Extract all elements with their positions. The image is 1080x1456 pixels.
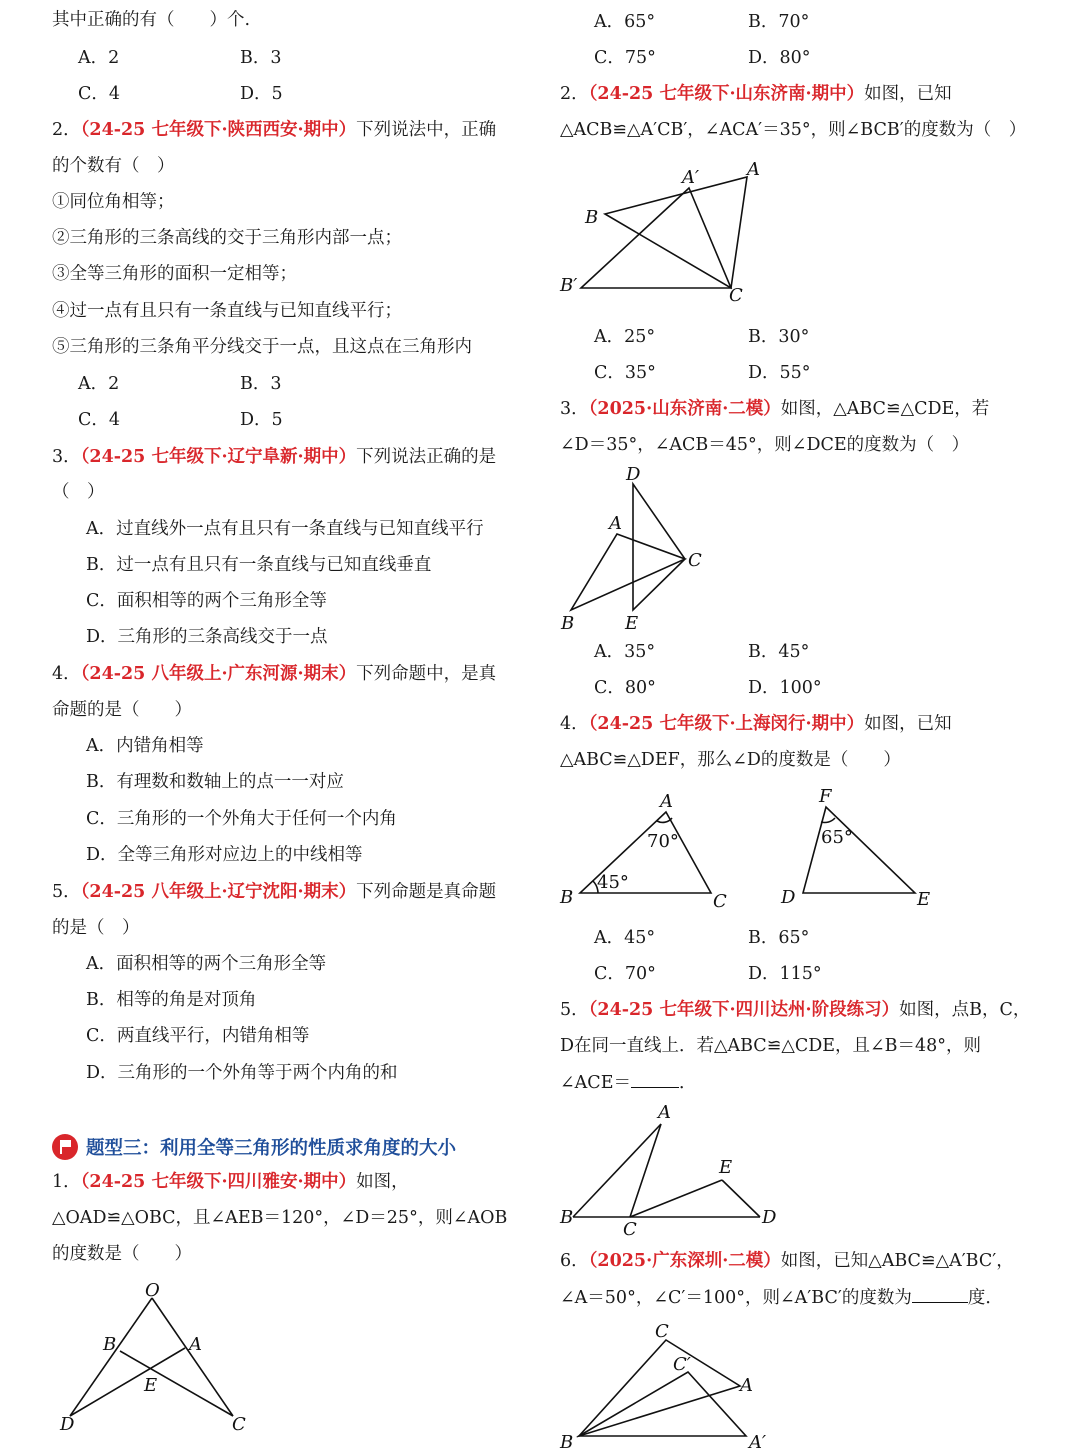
- answer-blank[interactable]: [631, 1071, 679, 1088]
- question-number: 4．: [52, 664, 81, 684]
- label-c: C: [688, 550, 702, 571]
- label-b: B: [560, 1432, 574, 1453]
- option-d: D．三角形的一个外角等于两个内角的和: [86, 1063, 398, 1083]
- option-c: C．80°: [594, 678, 656, 698]
- question-text: 下列命题中，是真: [356, 664, 497, 684]
- question-source: （2025·山东济南·二模）: [588, 399, 781, 419]
- question-r4-stem-cont: △ABC≌△DEF，那么∠D的度数是（ ）: [560, 750, 901, 770]
- line-ed: [722, 1180, 760, 1217]
- option-b: B．3: [240, 374, 282, 394]
- option-c: C．4: [78, 410, 121, 430]
- section-q1-stem-cont: △OAD≌△OBC，且∠AEB＝120°，∠D＝25°，则∠AOB: [52, 1208, 508, 1228]
- statement-1: ①同位角相等；: [52, 192, 175, 212]
- flag-icon: [52, 1134, 78, 1160]
- option-d: D．100°: [748, 678, 822, 698]
- line-ad: [70, 1348, 185, 1416]
- question-r2-stem: [560, 83, 952, 105]
- label-d: D: [762, 1207, 777, 1228]
- triangle-def: [803, 807, 915, 893]
- triangle-a1cb1: [581, 188, 731, 288]
- question-source: （2025·广东深圳·二模）: [588, 1251, 781, 1271]
- label-e: E: [144, 1375, 158, 1396]
- option-a: A．内错角相等: [86, 736, 204, 756]
- option-b: B．45°: [748, 642, 810, 662]
- answer-suffix: ．: [678, 1073, 697, 1093]
- figure-abc-cde: [555, 462, 725, 637]
- option-d: D．5: [240, 410, 283, 430]
- question-5-stem-cont: 的是（ ）: [52, 918, 140, 938]
- option-b: B．70°: [748, 12, 810, 32]
- question-source: （24-25 八年级上·广东河源·期末）: [80, 664, 357, 684]
- question-source: （24-25 七年级下·山东济南·期中）: [588, 84, 865, 104]
- question-r5-stem-cont: D在同一直线上．若△ABC≌△CDE，且∠B＝48°，则: [560, 1036, 982, 1056]
- question-text: ∠A＝50°，∠C′＝100°，则∠A′BC′的度数为: [560, 1288, 912, 1308]
- section-header: [52, 1134, 456, 1160]
- option-b: B．30°: [748, 327, 810, 347]
- question-r4-stem: [560, 713, 952, 735]
- option-a: A．2: [78, 48, 120, 68]
- question-number: 2．: [52, 120, 81, 140]
- option-a: A．45°: [594, 928, 656, 948]
- option-c: C．75°: [594, 48, 656, 68]
- label-c-prime: C′: [673, 1354, 691, 1375]
- question-source: （24-25 七年级下·四川雅安·期中）: [80, 1172, 357, 1192]
- question-2-stem: [52, 119, 496, 141]
- label-a: A: [660, 791, 673, 812]
- question-number: 2．: [560, 84, 589, 104]
- label-c: C: [713, 891, 727, 912]
- option-a: A．25°: [594, 327, 656, 347]
- option-a: A．65°: [594, 12, 656, 32]
- triangle-abc: [571, 534, 685, 610]
- option-b: B．有理数和数轴上的点一一对应: [86, 772, 344, 792]
- question-r3-stem-cont: ∠D＝35°，∠ACB＝45°，则∠DCE的度数为（ ）: [560, 435, 970, 455]
- option-b: B．过一点有且只有一条直线与已知直线垂直: [86, 555, 432, 575]
- question-source: （24-25 七年级下·四川达州·阶段练习）: [588, 1000, 900, 1020]
- question-text: 如图，已知: [864, 84, 952, 104]
- question-number: 3．: [52, 447, 81, 467]
- option-c: C．35°: [594, 363, 656, 383]
- label-e: E: [719, 1157, 733, 1178]
- question-3-stem: [52, 446, 496, 468]
- option-d: D．5: [240, 84, 283, 104]
- option-c: C．三角形的一个外角大于任何一个内角: [86, 809, 397, 829]
- question-text: 下列说法中，正确: [356, 120, 497, 140]
- figure-abc-def: [555, 785, 945, 915]
- line-ac: [630, 1124, 661, 1217]
- question-number: 5．: [560, 1000, 589, 1020]
- line-od: [70, 1298, 152, 1416]
- question-text: 如图，已知△ABC≌△A′BC′，: [780, 1251, 1014, 1271]
- option-d: D．80°: [748, 48, 811, 68]
- figure-acb: [555, 155, 775, 305]
- line-oc: [152, 1298, 233, 1416]
- line-ab: [573, 1124, 661, 1217]
- label-b: B: [560, 1207, 574, 1228]
- triangle-a1bc1: [579, 1372, 746, 1436]
- label-a-prime: A′: [749, 1432, 767, 1453]
- question-r3-stem: [560, 398, 989, 420]
- answer-blank[interactable]: [912, 1286, 968, 1303]
- statement-2: ②三角形的三条高线的交于三角形内部一点；: [52, 228, 402, 248]
- figure-oad-obc: [55, 1278, 265, 1438]
- label-a: A: [189, 1334, 202, 1355]
- question-r6-stem-cont: [560, 1286, 1003, 1309]
- option-d: D．三角形的三条高线交于一点: [86, 627, 328, 647]
- question-source: （24-25 七年级下·上海闵行·期中）: [588, 714, 865, 734]
- question-intro: 其中正确的有（ ）个.: [52, 10, 251, 30]
- option-b: B．65°: [748, 928, 810, 948]
- question-text: 下列命题是真命题: [356, 882, 497, 902]
- triangle-acb: [605, 177, 747, 288]
- question-text: 如图，点B，C，: [899, 1000, 1031, 1020]
- label-c: C: [655, 1321, 669, 1342]
- question-3-stem-cont: （ ）: [52, 482, 105, 502]
- label-b: B: [585, 207, 599, 228]
- label-a: A: [658, 1102, 671, 1123]
- question-number: 1．: [52, 1172, 81, 1192]
- question-text: 如图，已知: [864, 714, 952, 734]
- label-a: A: [747, 159, 760, 180]
- section-q1-stem: [52, 1171, 409, 1193]
- figure-bcd-line: [555, 1100, 795, 1240]
- statement-4: ④过一点有且只有一条直线与已知直线平行；: [52, 301, 402, 321]
- line-ce: [630, 1180, 722, 1217]
- question-4-stem-cont: 命题的是（ ）: [52, 700, 192, 720]
- triangle-dce: [633, 484, 685, 610]
- question-text: 如图，△ABC≌△CDE，若: [780, 399, 990, 419]
- option-d: D．全等三角形对应边上的中线相等: [86, 845, 363, 865]
- option-a: A．35°: [594, 642, 656, 662]
- figure-abc-a1bc1: [555, 1318, 775, 1454]
- question-r5-answer-line: [560, 1071, 696, 1094]
- option-d: D．115°: [748, 964, 822, 984]
- label-a: A: [609, 513, 622, 534]
- question-4-stem: [52, 663, 496, 685]
- question-2-stem-cont: 的个数有（ ）: [52, 156, 175, 176]
- question-source: （24-25 七年级下·陕西西安·期中）: [80, 120, 357, 140]
- question-r5-stem: [560, 999, 1030, 1021]
- angle-label-70: 70°: [647, 831, 679, 852]
- label-b: B: [561, 613, 575, 634]
- label-b-prime: B′: [560, 275, 578, 296]
- option-a: A．过直线外一点有且只有一条直线与已知直线平行: [86, 519, 484, 539]
- question-source: （24-25 八年级上·辽宁沈阳·期末）: [80, 882, 357, 902]
- option-d: D．55°: [748, 363, 811, 383]
- statement-5: ⑤三角形的三条角平分线交于一点，且这点在三角形内: [52, 337, 472, 357]
- question-r2-stem-cont: △ACB≌△A′CB′，∠ACA′＝35°，则∠BCB′的度数为（ ）: [560, 120, 1027, 140]
- option-a: A．2: [78, 374, 120, 394]
- label-c: C: [232, 1414, 246, 1435]
- label-d: D: [626, 464, 641, 485]
- label-c: C: [729, 285, 743, 305]
- angle-label-45: 45°: [597, 872, 629, 893]
- label-a: A: [740, 1375, 753, 1396]
- line-bc: [120, 1351, 233, 1416]
- label-a-prime: A′: [682, 167, 700, 188]
- question-source: （24-25 七年级下·辽宁阜新·期中）: [80, 447, 357, 467]
- question-number: 5．: [52, 882, 81, 902]
- question-text: 如图，: [356, 1172, 409, 1192]
- question-text: 下列说法正确的是: [356, 447, 497, 467]
- section-title: 题型三：利用全等三角形的性质求角度的大小: [86, 1138, 457, 1159]
- answer-suffix: 度．: [967, 1288, 1003, 1308]
- option-b: B．相等的角是对顶角: [86, 990, 257, 1010]
- statement-3: ③全等三角形的面积一定相等；: [52, 264, 297, 284]
- label-d: D: [60, 1414, 75, 1435]
- answer-prefix: ∠ACE＝: [560, 1073, 631, 1093]
- option-c: C．面积相等的两个三角形全等: [86, 591, 327, 611]
- angle-label-65: 65°: [821, 827, 853, 848]
- question-number: 3．: [560, 399, 589, 419]
- option-b: B．3: [240, 48, 282, 68]
- section-q1-stem-cont2: 的度数是（ ）: [52, 1244, 192, 1264]
- label-o: O: [145, 1280, 160, 1301]
- question-number: 4．: [560, 714, 589, 734]
- question-5-stem: [52, 881, 496, 903]
- label-b: B: [560, 887, 574, 908]
- label-f: F: [819, 786, 832, 807]
- question-r6-stem: [560, 1250, 1014, 1272]
- option-c: C．两直线平行，内错角相等: [86, 1026, 310, 1046]
- option-a: A．面积相等的两个三角形全等: [86, 954, 327, 974]
- label-b: B: [103, 1334, 117, 1355]
- option-c: C．4: [78, 84, 121, 104]
- label-e: E: [917, 889, 931, 910]
- label-c: C: [623, 1219, 637, 1240]
- question-number: 6．: [560, 1251, 589, 1271]
- label-e: E: [625, 613, 639, 634]
- label-d: D: [781, 887, 796, 908]
- option-c: C．70°: [594, 964, 656, 984]
